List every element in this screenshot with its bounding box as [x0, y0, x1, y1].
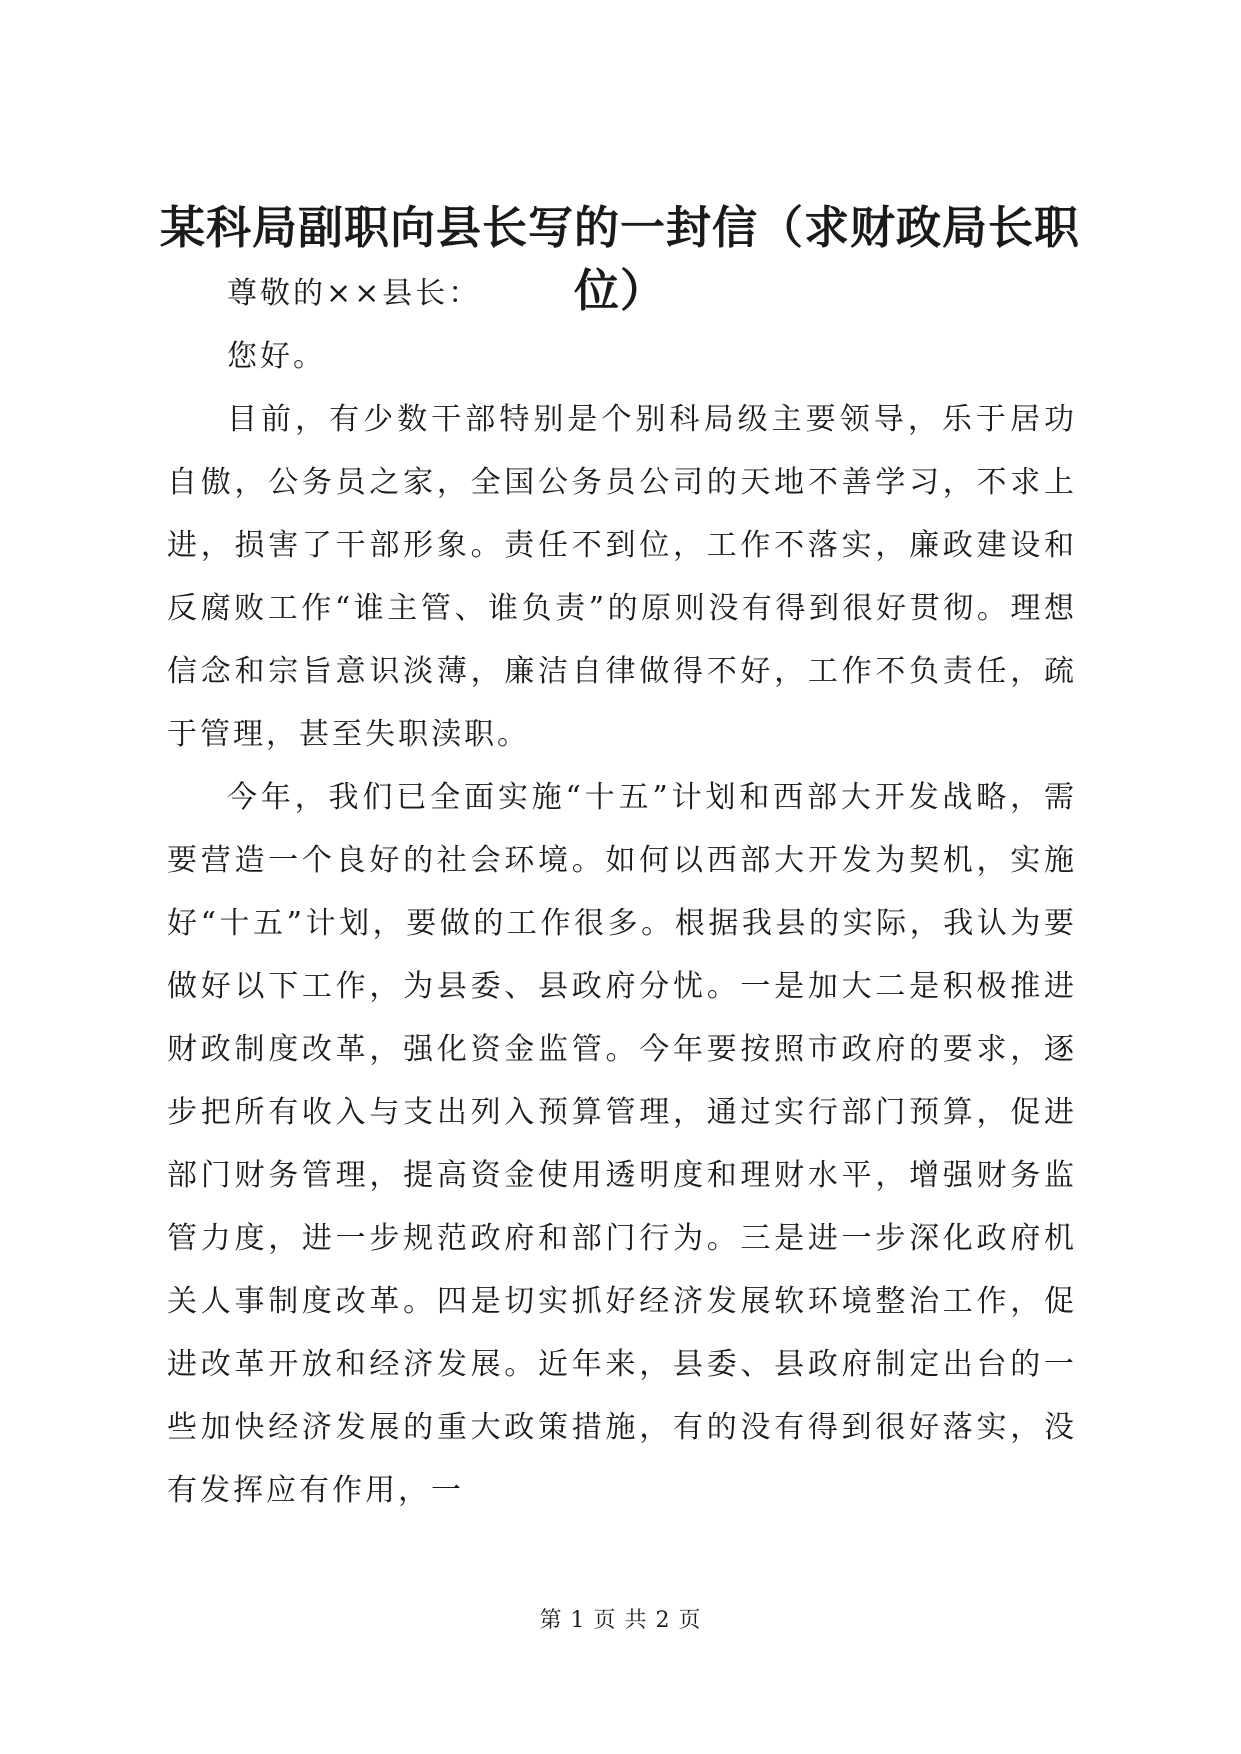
- salutation: 尊敬的××县长：: [227, 276, 482, 311]
- letter-body: [167, 262, 1077, 1522]
- page-footer: 第 1 页 共 2 页: [539, 1608, 702, 1633]
- document-title: 某科局副职向县长写的一封信（求财政局长职位）: [159, 201, 1080, 317]
- body-paragraph: 今年，我们已全面实施“十五”计划和西部大开发战略，需要营造一个良好的社会环境。如何以西部大开发为契机，实施好“十五”计划，要做的工作很多。根据我县的实际，我认为要做好以下工作，为县委、县政府分忧。一是加大二是积极推进财政制度改革，强化资金监管。今年要按照市政府的要求，逐步把所有收入与支出列入预算管理，通过实行部门预算，促进部门财务管理，提高资金使用透明度和理财水平，增强财务监管力度，进一步规范政府和部门行为。三是进一步深化政府机关人事制度改革。四是切实抓好经济发展软环境整治工作，促进改革开放和经济发展。近年来，县委、县政府制定出台的一些加快经济发展的重大政策措施，有的没有得到很好落实，没有发挥应有作用，一: [167, 780, 1077, 1508]
- body-paragraph: 目前，有少数干部特别是个别科局级主要领导，乐于居功自傲，公务员之家，全国公务员公司的天地不善学习，不求上进，损害了干部形象。责任不到位，工作不落实，廉政建设和反腐败工作“谁主管、谁负责”的原则没有得到很好贯彻。理想信念和宗旨意识淡薄，廉洁自律做得不好，工作不负责任，疏于管理，甚至失职渎职。: [167, 402, 1077, 752]
- greeting: 您好。: [227, 339, 326, 374]
